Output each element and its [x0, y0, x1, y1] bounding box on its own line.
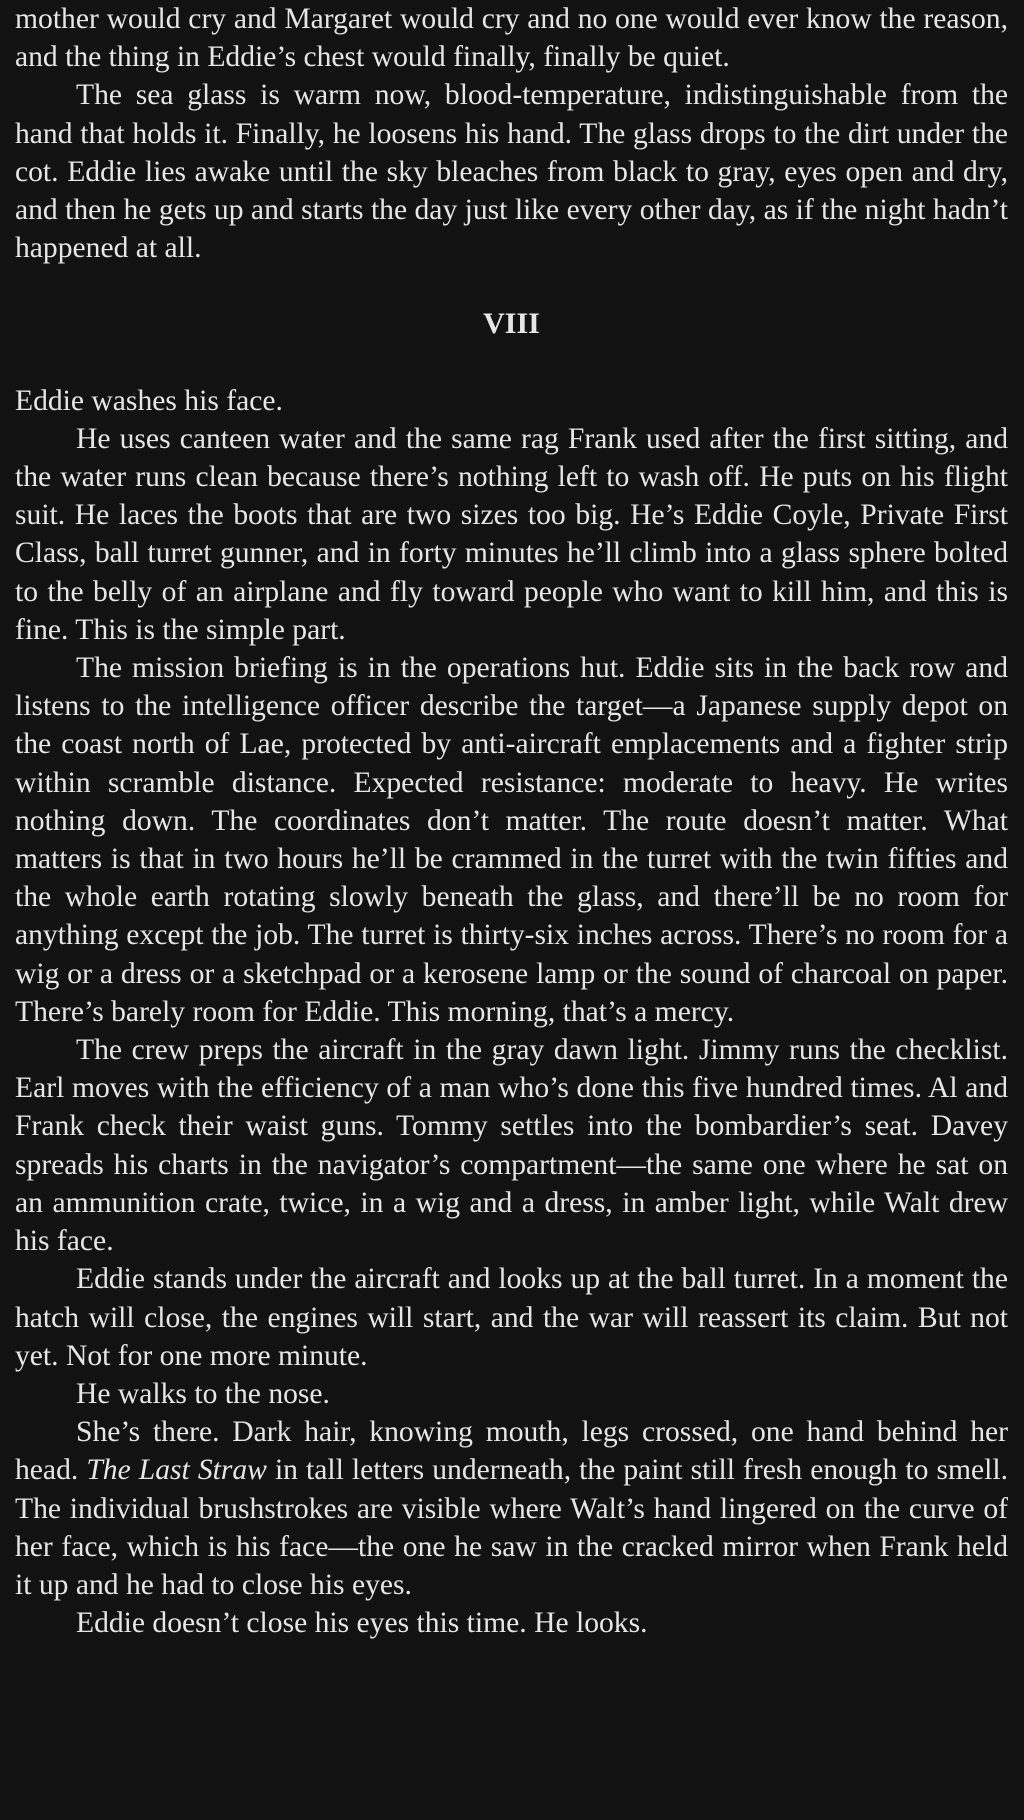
paragraph: mother would cry and Margaret would cry and no one would ever know the reason, and the thing in Eddie’s chest would finally, finally be quiet. [15, 3, 1008, 74]
section-heading: VIII [483, 307, 540, 341]
book-title-emphasis: The Last Straw [86, 1454, 267, 1487]
paragraph: He walks to the nose. [76, 1377, 330, 1410]
reader-page [15, 0, 1008, 1642]
paragraph: The mission briefing is in the operations hut. Eddie sits in the back row and listens to the intelligence officer describe the target—a Japanese supply depot on the coast north of Lae, protected by anti-aircraft emplacements and a fighter strip within scramble distance. Expected resistance: moderate to heavy. He writes nothing down. The coordinates don’t matter. The route doesn’t matter. What matters is that in two hours he’ll be crammed in the turret with the twin fifties and the whole earth rotating slowly beneath the glass, and there’ll be no room for anything except the job. The turret is thirty-six inches across. There’s no room for a wig or a dress or a sketchpad or a kerosene lamp or the sound of charcoal on paper. There’s barely room for Eddie. This morning, that’s a mercy. [15, 652, 1008, 1028]
paragraph-text: She’s there. Dark hair, knowing mouth, legs crossed, one hand behind her head. [15, 1416, 1008, 1487]
paragraph: He uses canteen water and the same rag Frank used after the first sitting, and the water runs clean because there’s nothing left to wash off. He puts on his flight suit. He laces the boots that are two sizes too big. He’s Eddie Coyle, Private First Class, ball turret gunner, and in forty minutes he’ll climb into a glass sphere bolted to the belly of an airplane and fly toward people who want to kill him, and this is fine. This is the simple part. [15, 422, 1008, 646]
paragraph [15, 1413, 1008, 1604]
paragraph: The crew preps the aircraft in the gray dawn light. Jimmy runs the checklist. Earl moves with the efficiency of a man who’s done this five hundred times. Al and Frank check their waist guns. Tommy settles into the bombardier’s seat. Davey spreads his charts in the navigator’s compartment—the same one where he sat on an ammunition crate, twice, in a wig and a dress, in amber light, while Walt drew his face. [15, 1034, 1008, 1258]
paragraph: Eddie stands under the aircraft and looks up at the ball turret. In a moment the hatch will close, the engines will start, and the war will reassert its claim. But not yet. Not for one more minute. [15, 1263, 1008, 1372]
paragraph-text: in tall letters underneath, the paint still fresh enough to smell. The individual brushstrokes are visible where Walt’s hand lingered on the curve of her face, which is his face—the one he saw in the cracked mirror when Frank held it up and he had to close his eyes. [15, 1454, 1008, 1601]
paragraph: The sea glass is warm now, blood-temperature, indistinguishable from the hand that holds it. Finally, he loosens his hand. The glass drops to the dirt under the cot. Eddie lies awake until the sky bleaches from black to gray, eyes open and dry, and then he gets up and starts the day just like every other day, as if the night hadn’t happened at all. [15, 79, 1008, 265]
paragraph: Eddie washes his face. [15, 384, 283, 417]
paragraph: Eddie doesn’t close his eyes this time. He looks. [76, 1607, 648, 1640]
